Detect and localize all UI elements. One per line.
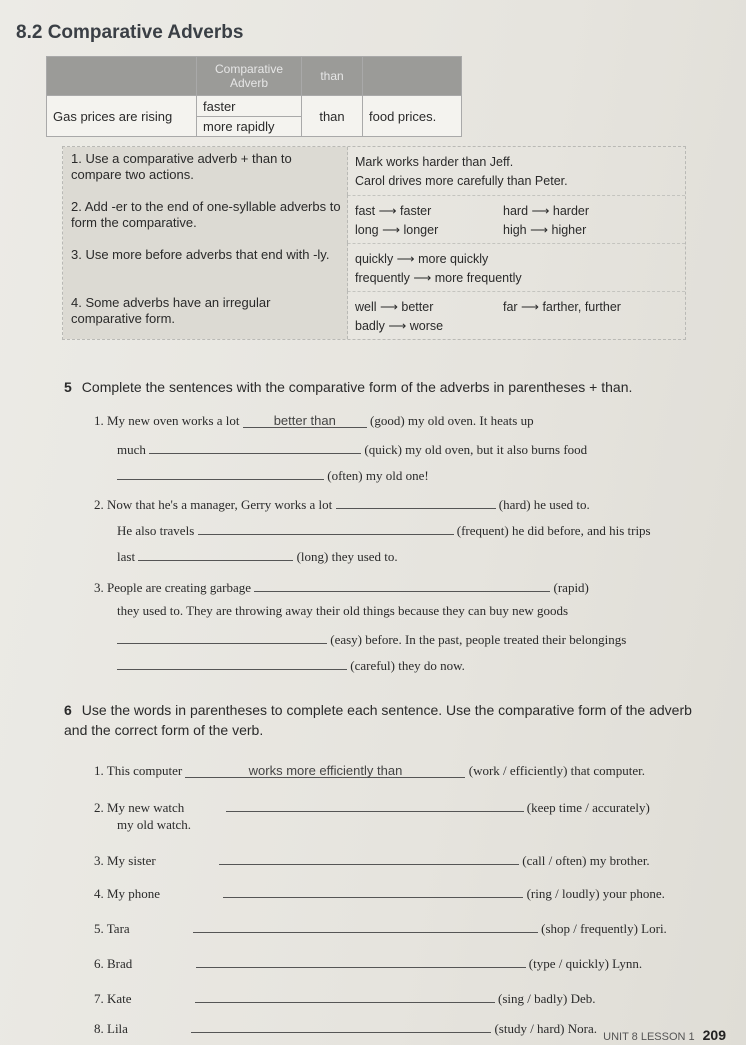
rule-example: Carol drives more carefully than Peter. (355, 174, 568, 188)
exercise-6-heading (64, 700, 714, 740)
ex5-line: He also travels (frequent) he did before, and his trips (117, 520, 651, 539)
answer-blank[interactable] (138, 546, 293, 561)
answer-blank[interactable]: better than (243, 413, 367, 428)
ex5-line: 1. My new oven works a lot better than (good) my old oven. It heats up (94, 413, 534, 428)
ex6-item: 4. My phone (ring / loudly) your phone. (94, 883, 665, 902)
unit-lesson-label: UNIT 8 LESSON 1 (603, 1031, 695, 1043)
exercise-5-heading (64, 377, 724, 397)
ex5-line: last (long) they used to. (117, 546, 398, 565)
exercise-number: 6 (64, 702, 72, 718)
grammar-table (46, 56, 462, 137)
rule-row-1 (63, 147, 685, 196)
rule-text: 1. Use a comparative adverb + than to compare two actions. (63, 147, 348, 195)
rule-row-4 (63, 291, 685, 339)
table-cell-more-rapidly: more rapidly (203, 118, 275, 134)
answer-blank[interactable] (336, 494, 496, 509)
answer-blank[interactable] (226, 797, 524, 812)
table-cell-object: food prices. (363, 96, 462, 137)
rule-row-3 (63, 243, 685, 292)
section-title: 8.2 Comparative Adverbs (16, 22, 244, 43)
ex5-line: (easy) before. In the past, people treated their belongings (117, 629, 626, 648)
rule-example: Mark works harder than Jeff. (355, 155, 514, 169)
rule-text: 4. Some adverbs have an irregular comparative form. (63, 291, 348, 339)
page-footer (603, 1027, 726, 1043)
rule-example: fast ⟶ faster (355, 204, 432, 218)
rule-example: quickly ⟶ more quickly (355, 252, 489, 266)
ex5-line: (often) my old one! (117, 465, 429, 484)
page-number: 209 (702, 1027, 726, 1043)
answer-blank[interactable] (193, 918, 538, 933)
answer-blank[interactable] (149, 439, 361, 454)
answer-blank[interactable]: works more efficiently than (185, 763, 465, 778)
rule-example: well ⟶ better (355, 300, 434, 314)
ex6-item: 6. Brad (type / quickly) Lynn. (94, 953, 642, 972)
rule-row-2 (63, 195, 685, 244)
table-cell-faster: faster (197, 97, 301, 117)
rule-example: long ⟶ longer (355, 223, 439, 237)
table-header-comparative: Comparative Adverb (197, 57, 302, 96)
rule-example: far ⟶ farther, further (503, 300, 621, 314)
rule-example: hard ⟶ harder (503, 204, 590, 218)
grammar-rules-box (62, 146, 686, 340)
ex6-item: 2. My new watch (keep time / accurately) (94, 797, 650, 816)
table-cell-subject: Gas prices are rising (47, 96, 197, 137)
answer-blank[interactable] (117, 465, 324, 480)
ex6-item: my old watch. (117, 817, 192, 832)
answer-blank[interactable] (254, 577, 550, 592)
answer-blank[interactable] (117, 655, 347, 670)
rule-example: badly ⟶ worse (355, 319, 444, 333)
rule-text: 3. Use more before adverbs that end with -ly. (63, 243, 348, 291)
ex5-line: they used to. They are throwing away their old things because they can buy new goods (117, 603, 569, 618)
ex6-item: 7. Kate (sing / badly) Deb. (94, 988, 596, 1007)
answer-blank[interactable] (198, 520, 454, 535)
answer-blank[interactable] (219, 850, 519, 865)
ex6-item: 3. My sister (call / often) my brother. (94, 850, 650, 869)
ex5-line: 3. People are creating garbage (rapid) (94, 577, 589, 596)
exercise-instruction: Complete the sentences with the comparative form of the adverbs in parentheses + than. (81, 379, 633, 395)
ex6-item: 8. Lila (study / hard) Nora. (94, 1018, 597, 1037)
ex6-item: 1. This computer works more efficiently than (work / efficiently) that computer. (94, 763, 646, 778)
rule-text: 2. Add -er to the end of one-syllable adverbs to form the comparative. (63, 195, 348, 243)
exercise-number: 5 (64, 379, 72, 395)
rule-example: frequently ⟶ more frequently (355, 271, 522, 285)
table-header-than: than (302, 57, 363, 96)
table-cell-than: than (302, 96, 363, 137)
ex5-line: much (quick) my old oven, but it also burns food (117, 439, 587, 458)
answer-blank[interactable] (195, 988, 495, 1003)
answer-blank[interactable] (191, 1018, 491, 1033)
answer-blank[interactable] (196, 953, 526, 968)
answer-blank[interactable] (223, 883, 523, 898)
answer-blank[interactable] (117, 629, 327, 644)
ex5-line: (careful) they do now. (117, 655, 465, 674)
ex5-line: 2. Now that he's a manager, Gerry works a lot (hard) he used to. (94, 494, 590, 513)
rule-example: high ⟶ higher (503, 223, 587, 237)
exercise-instruction: Use the words in parentheses to complete each sentence. Use the comparative form of the adverb and the correct form of the verb. (64, 702, 692, 738)
ex6-item: 5. Tara (shop / frequently) Lori. (94, 918, 667, 937)
